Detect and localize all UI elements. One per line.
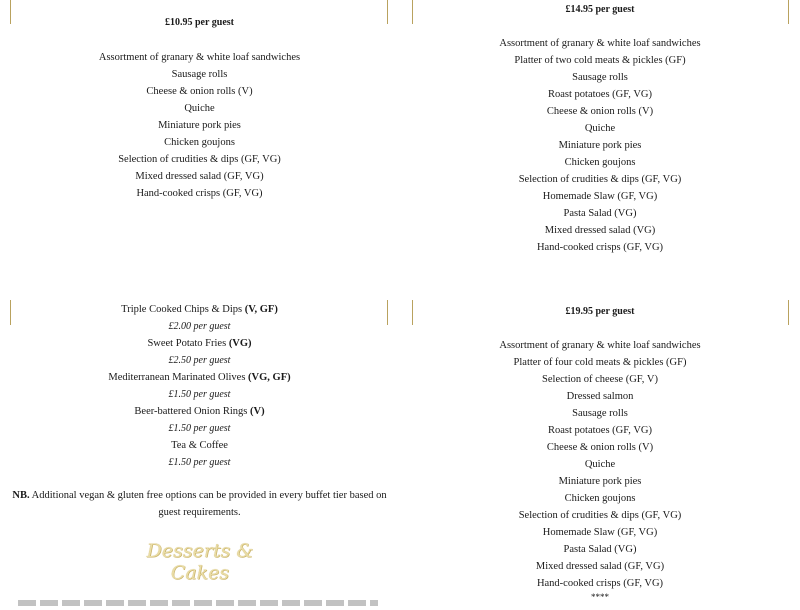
menu-item: Selection of cheese (GF, V) bbox=[542, 374, 658, 385]
menu-item: Assortment of granary & white loaf sandwiches bbox=[98, 52, 301, 63]
menu-item: Selection of crudities & dips (GF, VG) bbox=[118, 154, 281, 165]
extra-item: Sweet Potato Fries (VG) bbox=[147, 338, 252, 349]
menu-item: Quiche bbox=[584, 123, 616, 134]
tier-price: £14.95 per guest bbox=[565, 4, 635, 15]
menu-item: Pasta Salad (VG) bbox=[563, 544, 637, 555]
menu-item: Quiche bbox=[184, 103, 215, 114]
menu-item: Sausage rolls bbox=[572, 72, 628, 83]
extra-item: Triple Cooked Chips & Dips (V, GF) bbox=[121, 304, 278, 315]
divider-line bbox=[10, 0, 11, 24]
menu-item: Sausage rolls bbox=[572, 408, 628, 419]
divider-line bbox=[10, 300, 11, 325]
desserts-heading: Desserts & Cakes bbox=[146, 540, 254, 584]
menu-item: Miniature pork pies bbox=[558, 140, 642, 151]
menu-item: Roast potatoes (GF, VG) bbox=[548, 425, 652, 436]
menu-item: Mixed dressed salad (VG) bbox=[544, 225, 656, 236]
menu-item: Dressed salmon bbox=[566, 391, 634, 402]
menu-item: Platter of four cold meats & pickles (GF) bbox=[513, 357, 687, 368]
extra-item: Tea & Coffee bbox=[171, 440, 228, 451]
menu-item: Hand-cooked crisps (GF, VG) bbox=[136, 188, 263, 199]
menu-footer-marks: **** bbox=[591, 592, 609, 602]
tier-price: £10.95 per guest bbox=[165, 17, 234, 28]
menu-item: Hand-cooked crisps (GF, VG) bbox=[536, 578, 664, 589]
menu-items-list bbox=[12, 49, 387, 202]
menu-item: Cheese & onion rolls (V) bbox=[546, 106, 654, 117]
divider-line bbox=[788, 300, 789, 325]
menu-item: Miniature pork pies bbox=[158, 120, 241, 131]
menu-tier-1495 bbox=[412, 1, 788, 256]
note-label: NB. bbox=[12, 490, 30, 501]
dietary-note bbox=[12, 487, 387, 521]
menu-item: Assortment of granary & white loaf sandwiches bbox=[499, 38, 701, 49]
cutoff-text-fragment bbox=[18, 590, 378, 610]
menu-item: Roast potatoes (GF, VG) bbox=[548, 89, 652, 100]
menu-item: Sausage rolls bbox=[171, 69, 228, 80]
menu-tier-1995 bbox=[412, 303, 788, 602]
menu-item: Platter of two cold meats & pickles (GF) bbox=[514, 55, 686, 66]
menu-items-list bbox=[412, 35, 788, 256]
extra-price: £2.50 per guest bbox=[168, 355, 231, 366]
divider-line bbox=[387, 300, 388, 325]
menu-tier-1095 bbox=[12, 14, 387, 202]
menu-item: Selection of crudities & dips (GF, VG) bbox=[518, 174, 682, 185]
menu-item: Cheese & onion rolls (V) bbox=[146, 86, 253, 97]
divider-line bbox=[788, 0, 789, 24]
menu-item: Pasta Salad (VG) bbox=[563, 208, 637, 219]
extra-price: £1.50 per guest bbox=[168, 423, 231, 434]
menu-item: Miniature pork pies bbox=[558, 476, 642, 487]
extra-price: £1.50 per guest bbox=[168, 389, 231, 400]
menu-item: Mixed dressed salad (GF, VG) bbox=[135, 171, 264, 182]
tier-price: £19.95 per guest bbox=[565, 306, 635, 317]
menu-item: Homemade Slaw (GF, VG) bbox=[542, 191, 658, 202]
menu-item: Chicken goujons bbox=[564, 157, 636, 168]
menu-item: Assortment of granary & white loaf sandwiches bbox=[499, 340, 701, 351]
menu-item: Homemade Slaw (GF, VG) bbox=[542, 527, 658, 538]
menu-item: Chicken goujons bbox=[164, 137, 235, 148]
menu-items-list bbox=[412, 337, 788, 602]
menu-item: Selection of crudities & dips (GF, VG) bbox=[518, 510, 682, 521]
extra-price: £2.00 per guest bbox=[168, 321, 231, 332]
menu-item: Hand-cooked crisps (GF, VG) bbox=[536, 242, 664, 253]
menu-item: Chicken goujons bbox=[564, 493, 636, 504]
menu-item: Mixed dressed salad (GF, VG) bbox=[535, 561, 665, 572]
divider-line bbox=[387, 0, 388, 24]
extra-item: Mediterranean Marinated Olives (VG, GF) bbox=[108, 372, 291, 383]
note-text: Additional vegan & gluten free options can be provided in every buffet tier based on guest requirements. bbox=[31, 490, 387, 518]
extra-price: £1.50 per guest bbox=[168, 457, 231, 468]
menu-item: Quiche bbox=[584, 459, 616, 470]
extras-list bbox=[12, 301, 387, 471]
extra-item: Beer-battered Onion Rings (V) bbox=[134, 406, 265, 417]
menu-item: Cheese & onion rolls (V) bbox=[546, 442, 654, 453]
